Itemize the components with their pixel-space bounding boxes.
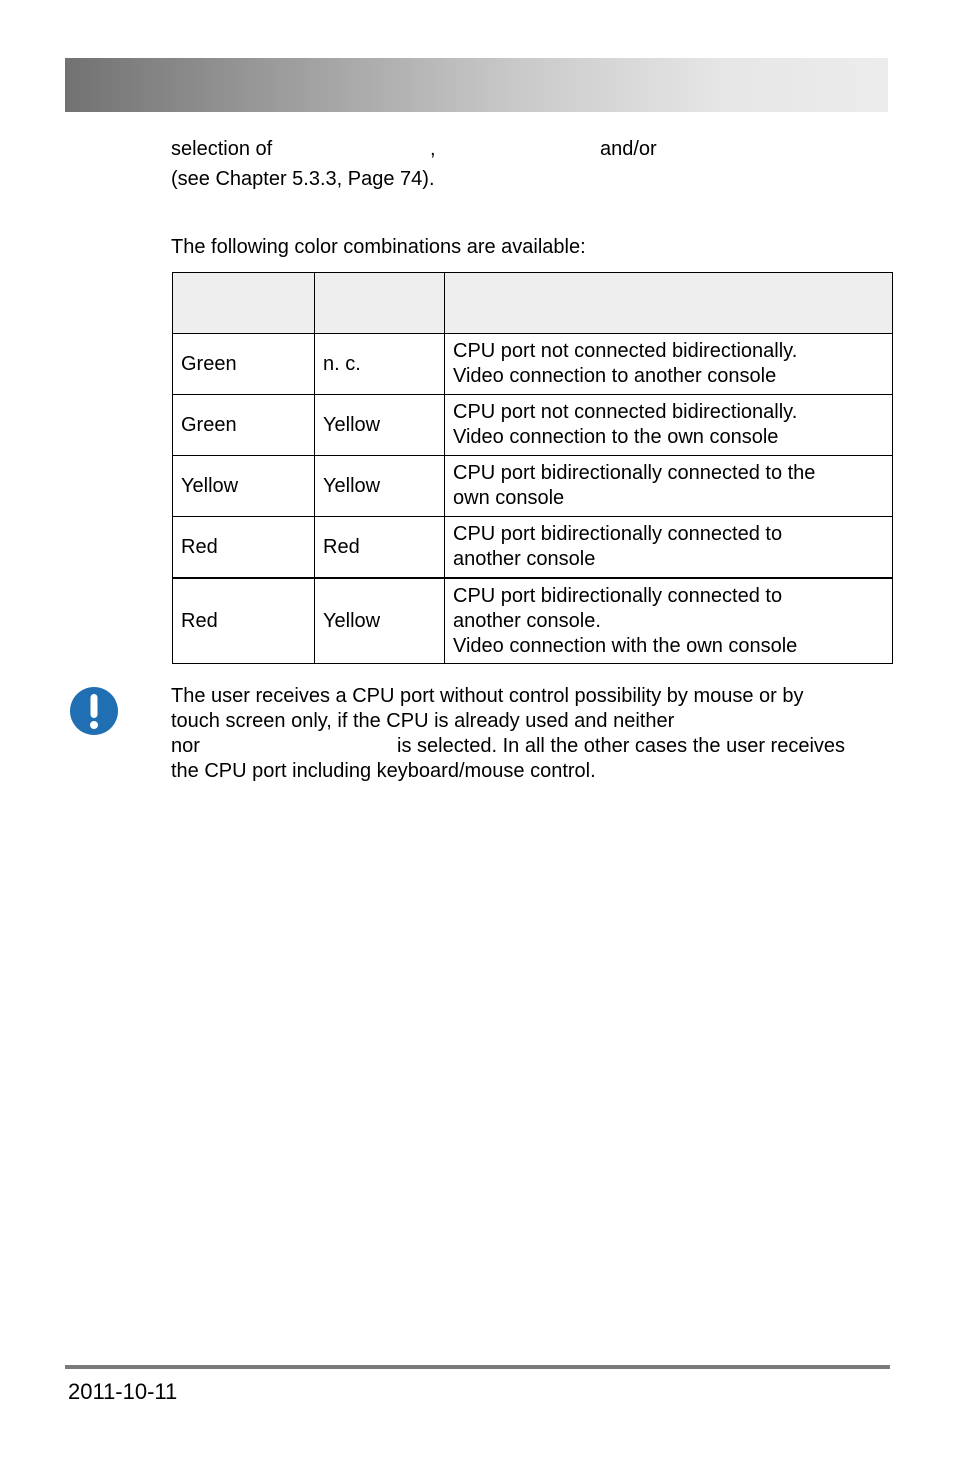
description-line: CPU port not connected bidirectionally. xyxy=(453,340,798,362)
description-line: CPU port bidirectionally connected to xyxy=(453,523,783,545)
description-line: CPU port not connected bidirectionally. xyxy=(453,401,798,423)
table-cell-color-2: n. c. xyxy=(315,334,445,395)
note-line-1: The user receives a CPU port without control possibility by mouse or by xyxy=(171,685,804,707)
table-intro: The following color combinations are available: xyxy=(171,236,586,258)
description-line: CPU port bidirectionally connected to xyxy=(453,584,783,607)
table-cell-color-2: Red xyxy=(315,517,445,579)
description-line: Video connection to another console xyxy=(453,365,777,387)
color-combination-table xyxy=(172,272,893,664)
table-row xyxy=(173,334,893,395)
table-cell-color-1: Red xyxy=(173,578,315,664)
intro-line-1-andor: and/or xyxy=(600,138,657,160)
description-line: CPU port bidirectionally connected to the xyxy=(453,462,816,484)
table-cell-description xyxy=(445,517,893,579)
table-cell-color-1: Red xyxy=(173,517,315,579)
footer-rule xyxy=(65,1365,890,1369)
intro-line-2: (see Chapter 5.3.3, Page 74). xyxy=(171,168,435,190)
table-cell-color-2: Yellow xyxy=(315,456,445,517)
description-line: another console xyxy=(453,548,596,570)
table-cell-color-1: Yellow xyxy=(173,456,315,517)
table-header-cell xyxy=(173,273,315,334)
note-line-3-end: is selected. In all the other cases the user receives xyxy=(397,735,846,757)
exclamation-icon xyxy=(69,686,119,736)
description-line: another console. xyxy=(453,609,601,632)
note-line-4: the CPU port including keyboard/mouse control. xyxy=(171,760,596,782)
header-bar xyxy=(65,58,888,112)
intro-line-1-start: selection of xyxy=(171,138,273,160)
description-line: Video connection to the own console xyxy=(453,426,779,448)
table-header-cell xyxy=(445,273,893,334)
table-cell-description xyxy=(445,334,893,395)
table-cell-description xyxy=(445,456,893,517)
table-cell-description xyxy=(445,578,893,664)
table-cell-color-2: Yellow xyxy=(315,578,445,664)
description-line: own console xyxy=(453,487,565,509)
footer-date: 2011-10-11 xyxy=(68,1379,178,1404)
table-cell-color-2: Yellow xyxy=(315,395,445,456)
description-line: Video connection with the own console xyxy=(453,634,798,657)
table-row xyxy=(173,578,893,664)
note-line-3-start: nor xyxy=(171,735,200,757)
table-cell-color-1: Green xyxy=(173,395,315,456)
table-row xyxy=(173,456,893,517)
table-cell-color-1: Green xyxy=(173,334,315,395)
table-cell-description xyxy=(445,395,893,456)
table-header-cell xyxy=(315,273,445,334)
table-header-row xyxy=(173,273,893,334)
table-row xyxy=(173,517,893,579)
intro-line-1-comma: , xyxy=(430,138,436,160)
table-row xyxy=(173,395,893,456)
note-line-2: touch screen only, if the CPU is already used and neither xyxy=(171,710,675,732)
